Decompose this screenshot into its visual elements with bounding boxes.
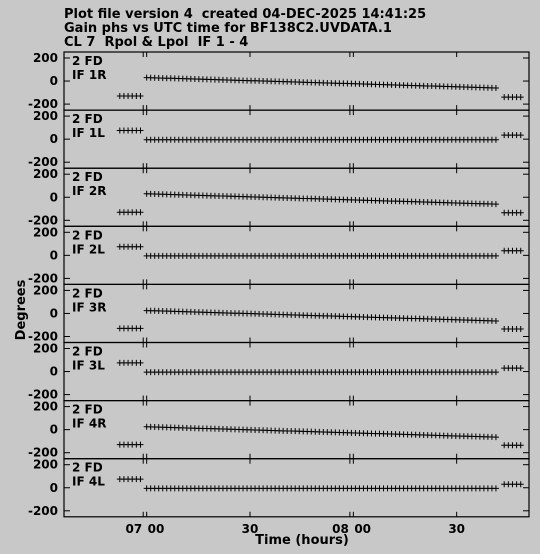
data-point	[137, 360, 143, 366]
x-tick-label: 07	[125, 521, 143, 536]
y-tick-label: 200	[32, 283, 58, 298]
y-tick-label: 200	[32, 167, 58, 182]
y-axis-label: Degrees	[14, 279, 29, 341]
panel-3	[28, 167, 529, 227]
panel-label-top: 2 FD	[72, 460, 103, 475]
data-point	[137, 128, 143, 134]
data-point	[518, 365, 524, 371]
data-point	[518, 481, 524, 487]
plot-title-line: Gain phs vs UTC time for BF138C2.UVDATA.1	[64, 21, 392, 36]
data-point	[493, 253, 499, 259]
y-tick-label: 0	[49, 132, 58, 147]
panel-frame	[64, 401, 529, 459]
panel-label-top: 2 FD	[72, 54, 103, 68]
y-tick-label: 200	[32, 109, 58, 124]
data-point	[137, 244, 143, 250]
y-tick-label: 200	[32, 341, 58, 356]
y-tick-label: 200	[32, 51, 58, 65]
y-tick-label: 0	[49, 248, 58, 263]
y-tick-label: -200	[27, 213, 58, 228]
panel-frame	[64, 343, 529, 401]
y-tick-label: -200	[27, 271, 58, 286]
x-tick-label: 30	[241, 521, 259, 536]
data-point	[493, 369, 499, 375]
x-tick-label: 00	[354, 521, 372, 536]
data-point	[493, 137, 499, 143]
x-tick-label: 00	[147, 521, 165, 536]
x-axis-label: Time (hours)	[255, 533, 349, 548]
y-tick-label: -200	[27, 387, 58, 402]
y-tick-label: -200	[27, 155, 58, 170]
y-tick-label: 0	[49, 422, 58, 437]
panel-6	[28, 342, 529, 402]
y-tick-label: 0	[49, 364, 58, 379]
panel-label-top: 2 FD	[72, 170, 103, 185]
y-tick-label: 0	[49, 306, 58, 321]
y-tick-label: 200	[32, 225, 58, 240]
y-tick-label: 0	[49, 480, 58, 495]
plot-subtitle-line: CL 7 Rpol & Lpol IF 1 - 4	[64, 35, 249, 50]
panel-frame	[64, 284, 529, 342]
panel-label-bottom: IF 2L	[72, 242, 105, 257]
data-point	[137, 476, 143, 482]
panel-frame	[64, 110, 529, 168]
data-point	[518, 132, 524, 138]
data-point	[493, 434, 499, 440]
panel-frame	[64, 52, 529, 110]
panel-1	[28, 51, 529, 111]
x-tick-label: 08	[332, 521, 349, 536]
data-point	[137, 93, 143, 99]
panel-label-top: 2 FD	[72, 228, 103, 243]
data-point	[518, 326, 524, 332]
panel-label-bottom: IF 1L	[72, 126, 105, 141]
chart-panels	[28, 51, 529, 518]
y-tick-label: 0	[49, 74, 58, 89]
plot-file-line: Plot file version 4 created 04-DEC-2025 14:41:25	[64, 7, 427, 22]
panel-label-bottom: IF 3R	[72, 300, 107, 315]
panel-label-bottom: IF 1R	[72, 68, 107, 82]
y-tick-label: -200	[27, 329, 58, 344]
x-tick-label: 30	[448, 521, 466, 536]
panel-label-top: 2 FD	[72, 402, 103, 417]
data-point	[137, 209, 143, 215]
data-point	[518, 248, 524, 254]
panel-5	[28, 283, 529, 343]
data-point	[493, 201, 499, 207]
panel-label-bottom: IF 4L	[72, 474, 105, 489]
data-point	[518, 210, 524, 216]
panel-label-bottom: IF 3L	[72, 358, 105, 373]
data-point	[493, 485, 499, 491]
y-tick-label: -200	[27, 97, 58, 112]
panel-4	[28, 225, 529, 285]
data-point	[493, 85, 499, 91]
panel-7	[28, 400, 529, 460]
y-tick-label: -200	[27, 445, 58, 460]
y-tick-label: -200	[27, 503, 58, 518]
data-point	[518, 94, 524, 100]
data-point	[137, 442, 143, 448]
data-point	[137, 325, 143, 331]
panel-frame	[64, 168, 529, 226]
panel-8	[28, 458, 529, 518]
panel-label-top: 2 FD	[72, 286, 103, 301]
panel-label-bottom: IF 4R	[72, 416, 107, 431]
y-tick-label: 200	[32, 457, 58, 472]
y-tick-label: 0	[49, 190, 58, 205]
data-point	[518, 442, 524, 448]
data-point	[493, 318, 499, 324]
panel-frame	[64, 459, 529, 517]
panel-label-top: 2 FD	[72, 112, 103, 127]
y-tick-label: 200	[32, 399, 58, 414]
panel-frame	[64, 226, 529, 284]
panel-label-top: 2 FD	[72, 344, 103, 359]
panel-label-bottom: IF 2R	[72, 184, 107, 199]
panel-2	[28, 109, 529, 169]
